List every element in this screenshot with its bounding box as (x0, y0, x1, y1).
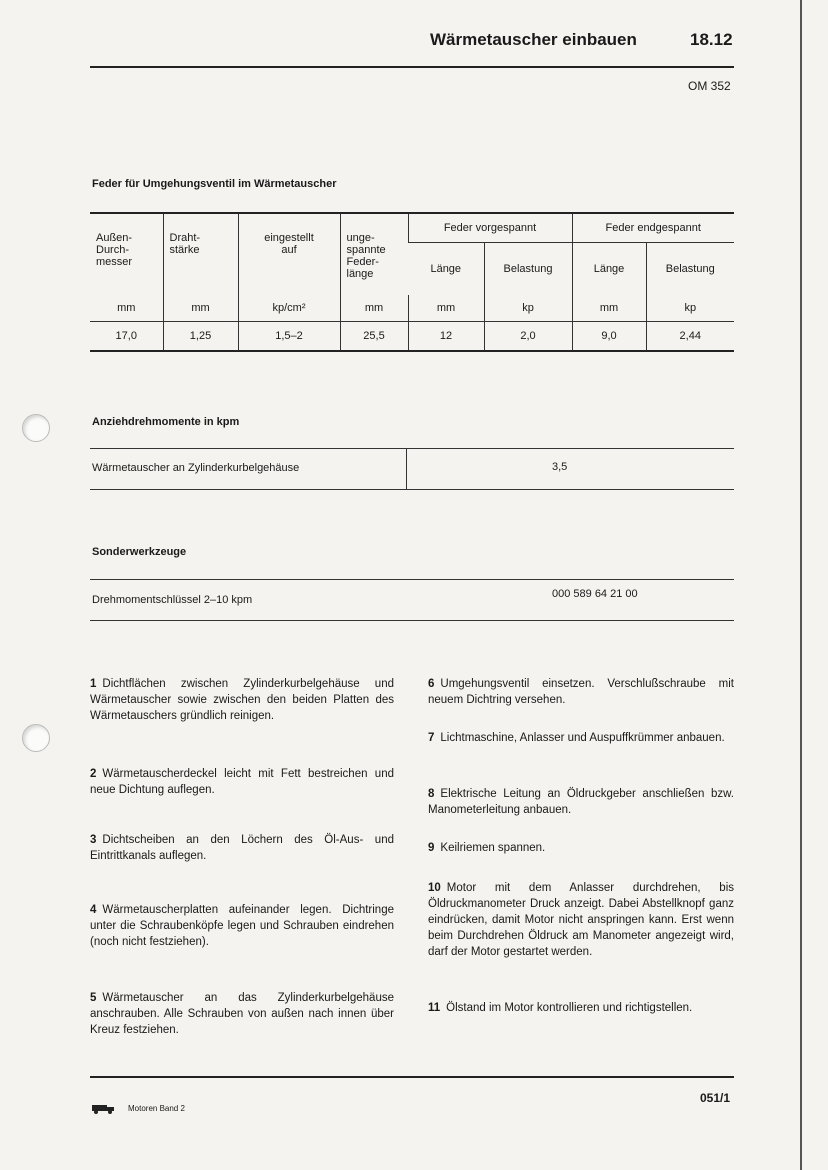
unit-cell: mm (117, 302, 136, 314)
step-item (428, 880, 734, 960)
step-text: Wärmetauscherdeckel leicht mit Fett bestreichen und neue Dichtung auflegen. (90, 768, 394, 796)
page-title: Wärmetauscher einbauen (430, 30, 637, 49)
footer-rule (90, 1076, 734, 1078)
step-number: 7 (428, 732, 435, 744)
step-number: 1 (90, 678, 97, 690)
step-item (90, 766, 394, 798)
step-text: Keilriemen spannen. (440, 842, 546, 854)
spring-section-title: Feder für Umgehungsventil im Wärmetauscher (92, 178, 337, 190)
step-number: 3 (90, 834, 97, 846)
engine-model: OM 352 (688, 79, 731, 93)
col-wire-thickness: Draht- stärke (163, 213, 238, 295)
step-text: Dichtflächen zwischen Zylinderkurbelgehäuse und Wärmetauscher sowie zwischen den beiden Platten des Wärmetauschers gründlich reinigen. (90, 678, 394, 722)
col-free-length: unge- spannte Feder- länge (340, 213, 408, 295)
step-text: Motor mit dem Anlasser durchdrehen, bis Öldruckmanometer Druck anzeigt. Dabei Abstellknopf ganz eindrücken, damit Motor nicht anspringen kann. Erst wenn beim Durchdrehen Öldruck am Manometer angezeigt wird, darf der Motor gestartet werden. (428, 882, 734, 958)
tool-item-label: Drehmomentschlüssel 2–10 kpm (92, 594, 253, 606)
step-item (90, 990, 394, 1038)
step-item (428, 840, 734, 856)
tools-section-title: Sonderwerkzeuge (92, 546, 187, 558)
torque-item-value: 3,5 (552, 461, 568, 473)
col-preload-load: Belastung (484, 243, 572, 296)
col-set-at: eingestellt auf (238, 213, 340, 295)
spring-spec-table (90, 212, 734, 352)
col-outer-diameter: Außen- Durch- messer (90, 213, 163, 295)
unit-cell: mm (163, 295, 238, 322)
col-group-preloaded: Feder vorgespannt (408, 213, 572, 243)
step-number: 2 (90, 768, 97, 780)
step-number: 11 (428, 1002, 441, 1014)
step-number: 6 (428, 678, 435, 690)
step-text: Dichtscheiben an den Löchern des Öl-Aus- und Eintrittkanals auflegen. (90, 834, 394, 862)
torque-row (90, 448, 734, 490)
step-text: Lichtmaschine, Anlasser und Auspuffkrümmer anbauen. (440, 732, 725, 744)
step-text: Ölstand im Motor kontrollieren und richtigstellen. (446, 1002, 693, 1014)
value-cell: 9,0 (572, 322, 646, 352)
step-text: Umgehungsventil einsetzen. Verschlußschraube mit neuem Dichtring versehen. (428, 678, 734, 706)
col-final-length: Länge (572, 243, 646, 296)
value-cell: 17,0 (90, 322, 163, 352)
step-text: Wärmetauscher an das Zylinderkurbelgehäuse anschrauben. Alle Schrauben von außen nach innen über Kreuz festziehen. (90, 992, 394, 1036)
truck-logo-icon (92, 1104, 118, 1114)
step-item (90, 676, 394, 724)
step-number: 9 (428, 842, 435, 854)
value-cell: 1,5–2 (238, 322, 340, 352)
step-text: Elektrische Leitung an Öldruckgeber anschließen bzw. Manometerleitung anbauen. (428, 788, 734, 816)
section-number: 18.12 (690, 30, 733, 49)
tool-part-number: 000 589 64 21 00 (552, 588, 638, 600)
value-cell: 1,25 (163, 322, 238, 352)
torque-divider (406, 449, 407, 489)
step-item (90, 832, 394, 864)
unit-cell: mm (572, 295, 646, 322)
punch-hole-middle (22, 724, 50, 752)
col-group-final: Feder endgespannt (572, 213, 734, 243)
step-number: 5 (90, 992, 97, 1004)
value-cell: 2,0 (484, 322, 572, 352)
page-number: 051/1 (700, 1091, 731, 1105)
steps-right-column (428, 676, 734, 1056)
unit-cell: kp (484, 295, 572, 322)
punch-hole-top (22, 414, 50, 442)
header-rule (90, 66, 734, 68)
step-item (428, 730, 734, 746)
unit-cell: kp (646, 295, 734, 322)
steps-left-column (90, 676, 394, 1056)
step-item (428, 1000, 734, 1016)
col-final-load: Belastung (646, 243, 734, 296)
page-edge (800, 0, 802, 1170)
step-item (90, 902, 394, 950)
unit-cell: kp/cm² (238, 295, 340, 322)
col-preload-length: Länge (408, 243, 484, 296)
value-cell: 25,5 (340, 322, 408, 352)
torque-section-title: Anziehdrehmomente in kpm (92, 416, 240, 428)
unit-cell: mm (340, 295, 408, 322)
step-item (428, 676, 734, 708)
step-number: 8 (428, 788, 435, 800)
value-cell: 12 (408, 322, 484, 352)
tools-row (90, 579, 734, 621)
publication-name: Motoren Band 2 (128, 1104, 185, 1113)
step-number: 4 (90, 904, 97, 916)
step-item (428, 786, 734, 818)
value-cell: 2,44 (646, 322, 734, 352)
step-number: 10 (428, 882, 441, 894)
torque-item-label: Wärmetauscher an Zylinderkurbelgehäuse (92, 462, 300, 474)
unit-cell: mm (408, 295, 484, 322)
step-text: Wärmetauscherplatten aufeinander legen. Dichtringe unter die Schraubenköpfe legen und Schrauben eindrehen (noch nicht festziehen). (90, 904, 394, 948)
